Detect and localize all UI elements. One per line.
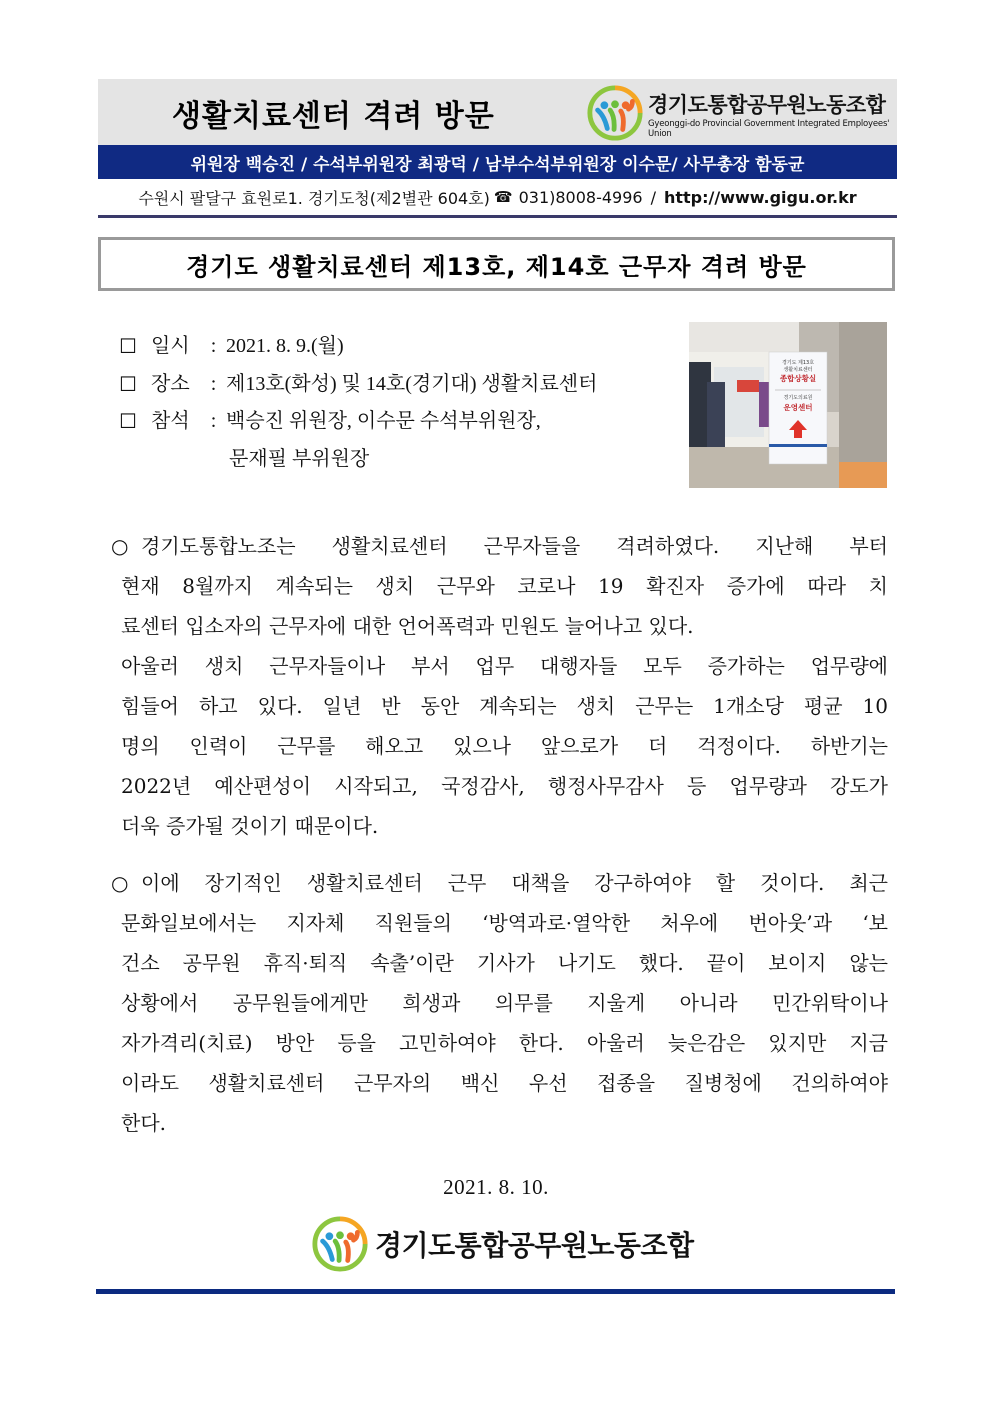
event-info-list	[119, 328, 597, 478]
svg-text:경기도 제13호: 경기도 제13호	[781, 360, 815, 366]
checkbox-icon: ☐	[119, 409, 137, 433]
info-label: 장소	[151, 372, 190, 395]
info-value: 제13호(화성) 및 14호(경기대) 생활치료센터	[226, 372, 598, 395]
svg-text:운영센터: 운영센터	[783, 403, 813, 412]
union-name-english: Gyeonggi-do Provincial Government Integrated Employees' Union	[648, 119, 890, 139]
union-logo-icon	[311, 1215, 369, 1273]
svg-text:경기도의료원: 경기도의료원	[783, 395, 813, 401]
union-name-korean: 경기도통합공무원노동조합	[648, 93, 886, 117]
checkbox-icon: ☐	[119, 334, 137, 358]
newsletter-title: 생활치료센터 격려 방문	[172, 99, 495, 134]
paragraph-line: 명의 인력이 근무를 해오고 있으나 앞으로가 더 걱정이다. 하반기는	[121, 734, 888, 758]
checkbox-icon: ☐	[119, 371, 137, 396]
footer-signature	[311, 1215, 694, 1273]
document-title: 경기도 생활치료센터 제13호, 제14호 근무자 격려 방문	[98, 237, 895, 291]
bullet-circle-icon: ○	[111, 534, 129, 558]
paragraph-line: 현재 8월까지 계속되는 생치 근무와 코로나 19 확진자 증가에 따라 치	[121, 574, 888, 598]
paragraph-line: 이라도 생활치료센터 근무자의 백신 우선 접종을 질병청에 건의하여야	[121, 1071, 888, 1095]
info-row-date	[119, 328, 597, 366]
paragraph-line: 문화일보에서는 지자체 직원들의 ‘방역과로·열악한 처우에 번아웃’과 ‘보	[121, 911, 888, 935]
visit-photo	[689, 322, 887, 488]
paragraph-line: ○ 이에 장기적인 생활치료센터 근무 대책을 강구하여야 할 것이다. 최근	[111, 863, 888, 903]
issue-date: 2021. 8. 10.	[443, 1175, 549, 1199]
letterhead	[98, 79, 897, 218]
info-label: 일시	[151, 335, 190, 357]
info-value: 문재필 부위원장	[229, 447, 370, 470]
info-value: 2021. 8. 9.(월)	[226, 335, 344, 357]
separator: /	[650, 187, 656, 207]
website-link[interactable]: http://www.gigu.or.kr	[663, 187, 857, 207]
body-paragraph-2	[111, 863, 888, 1143]
phone-number: 031)8008-4996	[518, 187, 643, 207]
officers-band: 위원장 백승진 / 수석부위원장 최광덕 / 남부수석부위원장 이수문/ 사무총장 함동균	[98, 145, 897, 179]
svg-text:생활치료센터: 생활치료센터	[783, 367, 813, 373]
info-label: 참석	[151, 410, 190, 432]
paragraph-line: 상황에서 공무원들에게만 희생과 의무를 지울게 아니라 민간위탁이나	[121, 991, 888, 1015]
info-row-place	[119, 366, 597, 404]
footer-union-name: 경기도통합공무원노동조합	[375, 1229, 694, 1262]
colon: :	[210, 335, 217, 357]
phone-icon: ☎	[493, 188, 513, 206]
paragraph-line: 료센터 입소자의 근무자에 대한 언어폭력과 민원도 늘어나고 있다.	[121, 614, 694, 638]
bullet-circle-icon: ○	[111, 871, 129, 895]
paragraph-line: 건소 공무원 휴직·퇴직 속출’이란 기사가 나기도 했다. 끝이 보이지 않는	[121, 951, 888, 975]
paragraph-line: 2022년 예산편성이 시작되고, 국정감사, 행정사무감사 등 업무량과 강도가	[121, 774, 888, 798]
body-paragraph-1	[111, 526, 888, 846]
paragraph-line: 한다.	[121, 1111, 166, 1135]
paragraph-line: 힘들어 하고 있다. 일년 반 동안 계속되는 생치 근무는 1개소당 평균 10	[121, 694, 888, 718]
svg-text:종합상황실: 종합상황실	[779, 374, 817, 383]
paragraph-line: 아울러 생치 근무자들이나 부서 업무 대행자들 모두 증가하는 업무량에	[121, 654, 888, 678]
colon: :	[210, 372, 217, 395]
info-row-attendees	[119, 403, 597, 441]
paragraph-line: ○ 경기도통합노조는 생활치료센터 근무자들을 격려하였다. 지난해 부터	[111, 526, 888, 566]
info-row-attendees-continued	[119, 441, 597, 479]
paragraph-line: 더욱 증가될 것이기 때문이다.	[121, 814, 379, 838]
footer-divider	[96, 1289, 895, 1294]
union-logo-icon	[586, 84, 644, 142]
info-value: 백승진 위원장, 이수문 수석부위원장,	[226, 410, 541, 432]
paragraph-line: 자가격리(치료) 방안 등을 고민하여야 한다. 아울러 늦은감은 있지만 지금	[121, 1031, 888, 1055]
contact-line	[98, 179, 897, 218]
letterhead-top	[98, 79, 897, 145]
address-text: 수원시 팔달구 효원로1. 경기도청(제2별관 604호)	[138, 188, 490, 208]
colon: :	[210, 410, 217, 432]
